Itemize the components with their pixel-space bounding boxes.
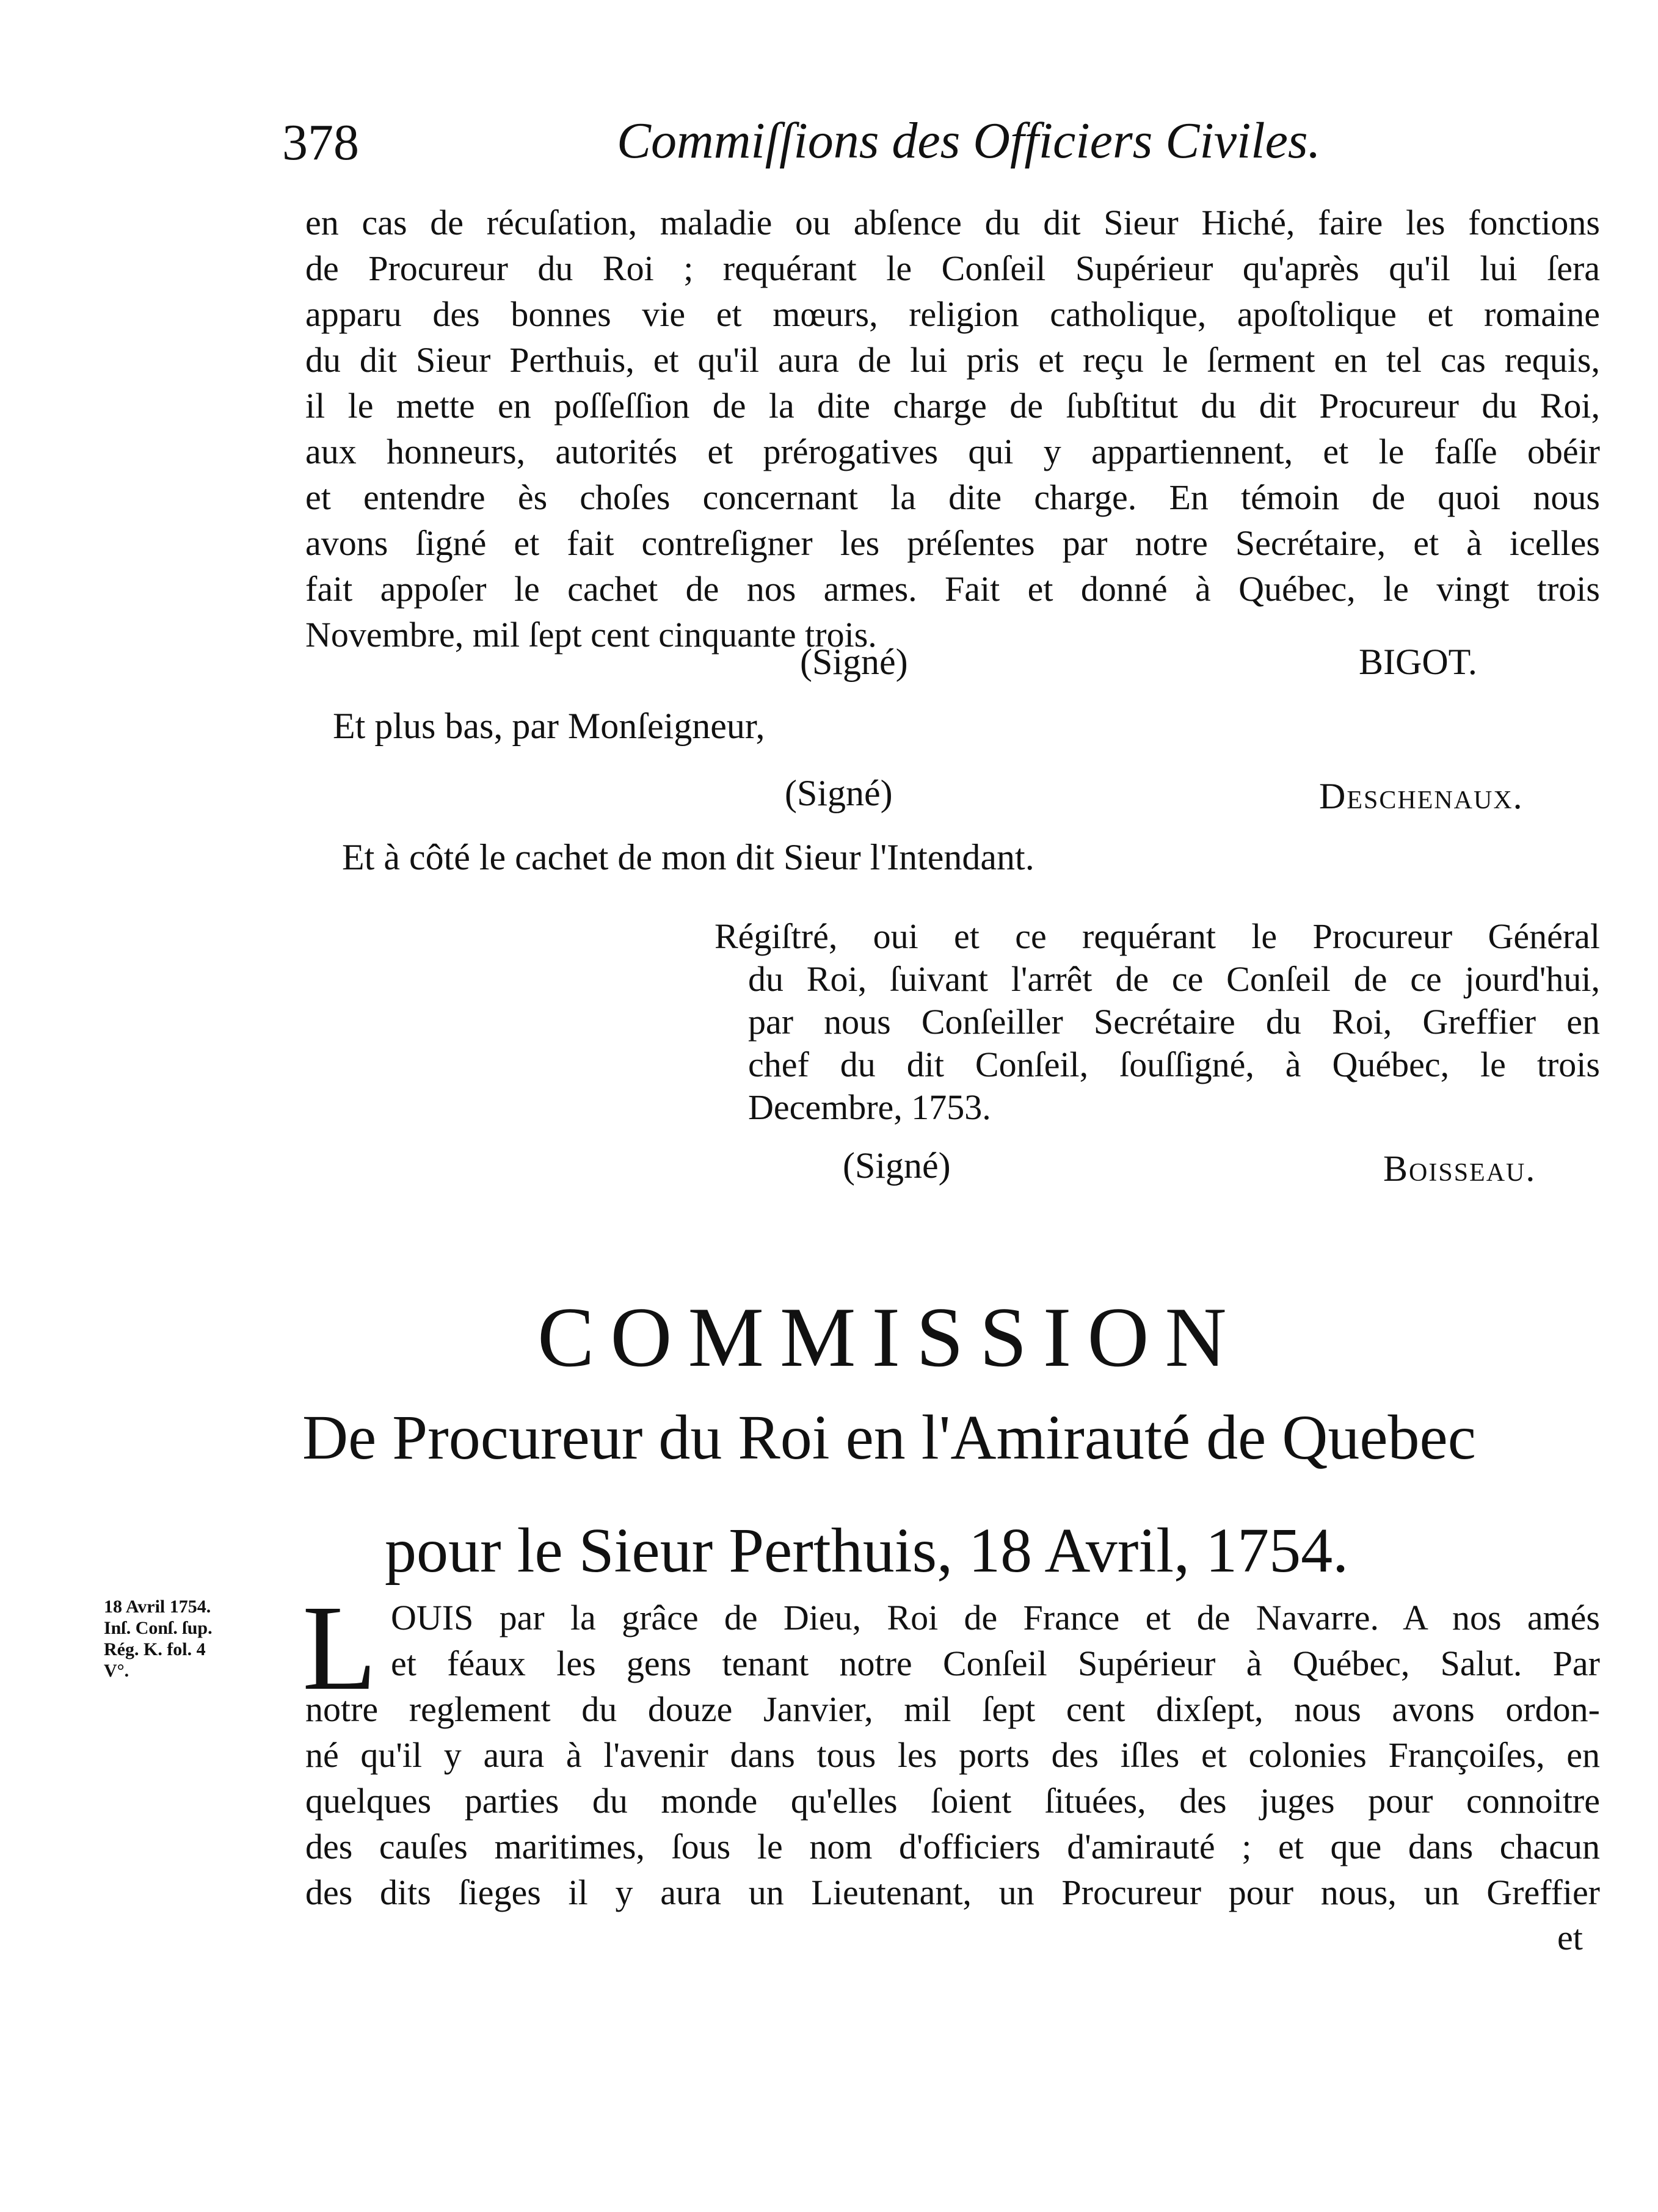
plus-bas-line: Et plus bas, par Monſeigneur, xyxy=(333,706,765,746)
registration-line: Régiſtré, oui et ce requérant le Procureur Général xyxy=(714,916,1600,956)
text-line: des cauſes maritimes, ſous le nom d'officiers d'amirauté ; et que dans chacun xyxy=(305,1827,1600,1866)
text-line: aux honneurs, autorités et prérogatives qui y appartiennent, et le faſſe obéir xyxy=(305,432,1600,471)
page-number: 378 xyxy=(282,114,359,171)
margin-note-line: Rég. K. fol. 4 xyxy=(104,1639,206,1659)
text-line: apparu des bonnes vie et mœurs, religion catholique, apoſtolique et romaine xyxy=(305,294,1600,334)
commission-title: COMMISSION xyxy=(537,1290,1243,1385)
text-line: né qu'il y aura à l'avenir dans tous les ports des iſles et colonies Françoiſes, en xyxy=(305,1735,1600,1775)
signature-deschenaux: Deschenaux. xyxy=(1319,776,1524,816)
text-line: et entendre ès choſes concernant la dite charge. En témoin de quoi nous xyxy=(305,477,1600,517)
registration-line: Decembre, 1753. xyxy=(748,1087,991,1127)
drop-cap: L xyxy=(302,1581,377,1716)
registration-line: chef du dit Conſeil, ſouſſigné, à Québec, le trois xyxy=(748,1045,1600,1084)
text-line: en cas de récuſation, maladie ou abſence du dit Sieur Hiché, faire les fonctions xyxy=(305,203,1600,242)
margin-note-line: V°. xyxy=(104,1661,129,1681)
text-line: quelques parties du monde qu'elles ſoient ſituées, des juges pour connoitre xyxy=(305,1781,1600,1821)
registration-line: du Roi, ſuivant l'arrêt de ce Conſeil de ce jourd'hui, xyxy=(748,959,1600,999)
text-line: avons ſigné et fait contreſigner les préſentes par notre Secrétaire, et à icelles xyxy=(305,523,1600,563)
text-line: des dits ſieges il y aura un Lieutenant, un Procureur pour nous, un Greffier xyxy=(305,1873,1600,1912)
registration-line: par nous Conſeiller Secrétaire du Roi, Greffier en xyxy=(748,1002,1600,1042)
text-line: notre reglement du douze Janvier, mil ſept cent dixſept, nous avons ordon- xyxy=(305,1689,1600,1729)
text-line: OUIS par la grâce de Dieu, Roi de France et de Navarre. A nos amés xyxy=(391,1598,1600,1637)
margin-note-line: Inſ. Conſ. ſup. xyxy=(104,1618,213,1638)
signe-label: (Signé) xyxy=(843,1145,951,1186)
running-head: Commiſſions des Officiers Civiles. xyxy=(617,112,1321,169)
catchword: et xyxy=(1557,1918,1583,1957)
margin-note-line: 18 Avril 1754. xyxy=(104,1597,211,1617)
signe-label: (Signé) xyxy=(800,642,908,682)
signe-label: (Signé) xyxy=(785,773,893,813)
cachet-line: Et à côté le cachet de mon dit Sieur l'Intendant. xyxy=(342,837,1034,877)
text-line: fait appoſer le cachet de nos armes. Fait et donné à Québec, le vingt trois xyxy=(305,569,1600,609)
text-line: il le mette en poſſeſſion de la dite charge de ſubſtitut du dit Procureur du Roi, xyxy=(305,386,1600,426)
text-line: et féaux les gens tenant notre Conſeil Supérieur à Québec, Salut. Par xyxy=(391,1644,1600,1683)
text-line: du dit Sieur Perthuis, et qu'il aura de lui pris et reçu le ſerment en tel cas requis, xyxy=(305,340,1600,380)
commission-subtitle: pour le Sieur Perthuis, 18 Avril, 1754. xyxy=(385,1515,1349,1586)
text-line: de Procureur du Roi ; requérant le Conſeil Supérieur qu'après qu'il lui ſera xyxy=(305,248,1600,288)
signature-bigot: BIGOT. xyxy=(1359,642,1477,682)
commission-subtitle: De Procureur du Roi en l'Amirauté de Quebec xyxy=(302,1402,1476,1473)
signature-boisseau: Boisseau. xyxy=(1383,1148,1536,1189)
text-line: Novembre, mil ſept cent cinquante trois. xyxy=(305,615,877,655)
